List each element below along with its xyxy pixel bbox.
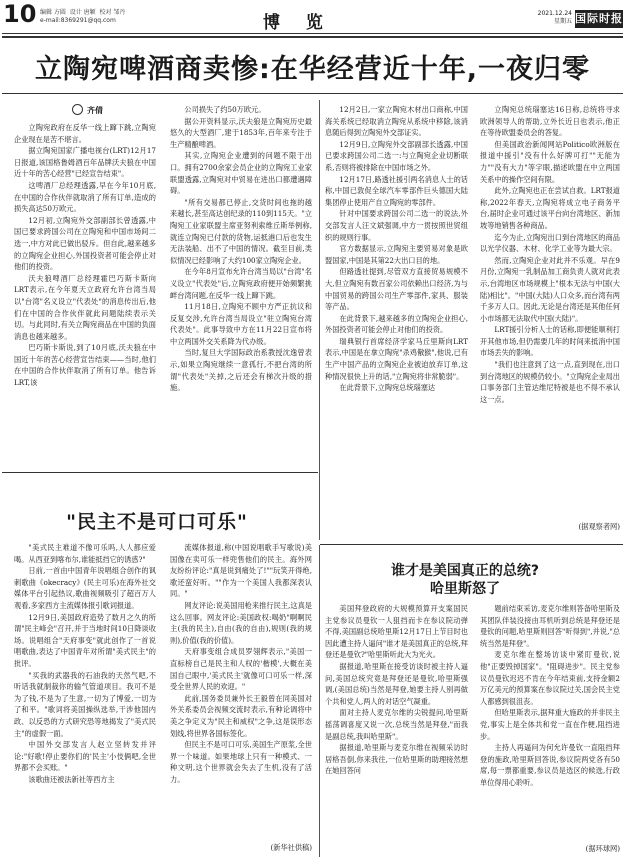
- article3-column-2: [480, 603, 620, 841]
- paragraph: 12月9日,立陶宛外交部副部长透露,中国已要求跨国公司二选一:与立陶宛企业切断联系,否则将被排除在中国市场之外。: [325, 139, 468, 172]
- article1-column-2: [170, 104, 312, 462]
- paragraph: 面对主持人麦克尔维的尖锐提问,哈里斯摇荡调喜度又说一次,总统当然是拜登,"而我是副总统,我叫哈里斯"。: [325, 708, 468, 741]
- paragraph: LRT援引分析人士的话称,即便能顺利打开其他市场,但仍需要几年的时间来抵消中国市场丢失的影响。: [480, 325, 620, 358]
- newspaper-logo: 国际时报: [575, 10, 623, 28]
- article3-source: (据环球网): [585, 844, 620, 853]
- page-number: 10: [3, 0, 37, 28]
- article2-rule: [2, 472, 318, 473]
- paragraph: 题前结束采访,麦克尔维则答备哈里斯及其团队伴装没接由耳机听到总统是拜登还是曼钦的问题,哈里斯则回答"听得到",并说,"总统当然是拜登"。: [480, 604, 620, 648]
- byline: [72, 104, 103, 116]
- article3-rule: [320, 544, 623, 545]
- date-info: [520, 10, 572, 26]
- paragraph: 据报道,哈里斯在接受访谈时被主持人逼问,美国总统究竟是拜登还是曼钦,哈里斯强调,(美国总统)当然是拜登,她要主持人别再做个共和党人,两人的对话空气凝重。: [325, 661, 468, 706]
- weekday: 星期五: [553, 18, 572, 25]
- paragraph: 12月2日,一家立陶宛木材出口商称,中国海关系统已经取消立陶宛从系统中移除,该消息随后得到立陶宛外交部证实。: [325, 105, 468, 138]
- paragraph: 11月18日,立陶宛不顾中方严正抗议和反复交涉,允许台湾当局设立"驻立陶宛台湾代表处"。此事导致中方在11月22日宣布将中立两国外交关系降为代办级。: [170, 302, 312, 346]
- page-header: [0, 0, 625, 40]
- paragraph: 据立陶宛国家广播电视台(LRT)12月17日报道,该国格鲁姆酒百年品牌沃夫狼在中国近十年的苦心经营"已经宣告结束"。: [14, 146, 156, 179]
- article1-source: (据观察者网): [578, 522, 620, 531]
- paragraph: 在今年8月宣布允许台湾当局以"台湾"名义设立"代表处"后,立陶宛政府便开始频繁挑衅台湾问题,在反华一线上蹿下跳。: [170, 267, 312, 300]
- article2-source: (新华社供稿): [270, 843, 312, 852]
- paragraph: 公司损失了约50万欧元。: [184, 105, 266, 114]
- article3-headline-line2: 哈里斯怒了: [430, 581, 500, 597]
- paragraph: 瑞典银行首席经济学家马丘里斯向LRT表示,中国是在拿立陶宛"杀鸡儆猴",他说,已有生产中国产品的立陶宛企业被迫放弃订单,这种情况很快上升的话,"立陶宛将非常脆弱"。: [325, 336, 468, 381]
- author-icon: [72, 104, 83, 115]
- paragraph: 迄今为止,立陶宛出口到台湾地区的商品以光学仪器、木材、化学工业等为最大宗。: [480, 232, 620, 254]
- header-rule: [2, 33, 623, 34]
- paragraph: "所有交易都已停止,交货时间也拖的越来越长,甚至高达创纪录的110到115天。"立陶宛工业家联盟主席亚努利索维丘斯举例称,就连立陶宛已付款的货物,运抵港口后也发生无法装船、出不了中国的情况。截至目前,类似情况已经影响了大约100家立陶宛企业。: [170, 197, 312, 265]
- author-name: 齐倩: [87, 106, 103, 115]
- email: e-mail:8369291@qq.com: [40, 17, 116, 24]
- editor-credits: [40, 9, 125, 25]
- editors: 编辑 方圆 设计 唐颖 校对 邹丹: [40, 9, 126, 16]
- paragraph: 这啤酒厂总经理透露,早在今年10月底,在中国的合作伙伴就取消了所有订单,造成的损失高达50万欧元。: [14, 180, 156, 214]
- paragraph: 但美国政治新闻网站Politico欧洲版在报道中援引"没有什么好牌可打""无能为力""没有大力"等字眼,描述欧盟在中立两国关系中的操作空间有限。: [480, 139, 620, 184]
- paragraph: 主持人再逼问为何允许曼钦一直阻挡拜登的施政,哈里斯回答说,参议院两党各有50席,每一票都重要,参议员是选区的候选,行政单位得用心聆听。: [480, 743, 620, 787]
- paragraph: "我们也注意到了这一点,直到现在,出口到台湾地区的规模仍较小。"立陶宛企业局出口事务部门主管达维尼特被是也不得不承认这一点。: [480, 360, 620, 404]
- main-headline: 立陶宛啤酒商卖惨:在华经营近十年,一夜归零: [34, 54, 591, 85]
- article3-column-1: [325, 603, 468, 857]
- paragraph: 官方数据显示,立陶宛主要贸易对象是欧盟国家,中国是其第22大出口目的地。: [325, 244, 468, 265]
- paragraph: 在此背景下,立陶宛总统瑙塞达: [339, 383, 436, 393]
- paragraph: 美国拜登政府的大规模预算开支案国民主党参议员曼钦一人狙挡而卡在参议院动弹不得,美国副总统哈里斯12月17日上节目时也因此遭主持人逼问"谁才是美国真正的总统,拜登还是曼钦?"哈里斯听此大为光火。: [325, 604, 468, 660]
- paragraph: 针对中国要求跨国公司二选一的说法,外交部发言人汪文斌强调,中方一贯按照世贸组织的规则行事。: [325, 209, 468, 242]
- article3-headline-line1: 谁才是美国真正的总统?: [390, 563, 540, 579]
- headline-rule: [2, 93, 623, 94]
- paragraph: 12月初,立陶宛外交部副部长曾透露,中国已要求跨国公司在立陶宛和中国市场间二选一,中方对此已做出驳斥。但自此,越来越多的立陶宛企业担心,外国投资者可能会停止对他们的投资。: [14, 215, 156, 272]
- article1-column-3: [325, 104, 468, 534]
- paragraph: 麦克尔维在整场访谈中紧盯曼钦,说他"正要毁掉国家"。"阻碍进步"。民主党参议员曼钦迟迟不肯在今年结束前,支持金额2万亿美元的预算案在参议院过关,国会民主党人都感到很沮丧。: [480, 650, 620, 706]
- paragraph: 当时,复旦大学国际政治系教授沈逸曾表示,如果立陶宛继续一意孤行,不把台湾的所谓"代表处"关掉,之后还会有梯次升级的措施。: [170, 348, 312, 393]
- paragraph: 据报道,哈里斯与麦克尔维在视频采访时居格吾倒,你来我往,一位哈里斯的助理接然想在她回答问: [325, 743, 468, 776]
- paragraph: 天府事变组合成员罗翎辉表示,"美国一直标榜自己是民主和人权的'楷模',大概在美国自己眼中,'美式民主'就像可口可乐一样,深受全世界人民的欢迎。": [170, 647, 312, 692]
- paragraph: 12月9日,美国政府造势了数月之久的所谓"民主峰会"召开,并于当地时间10日降谈收场。说唱组合"天府事变"就此创作了一首说唱歌曲,表达了中国青年对所谓"美式民主"的批评。: [14, 612, 156, 668]
- paragraph: 12月17日,路透社援引两名消息人士的话称,中国已敦促全球汽车零部件巨头德国大陆集团停止使用产自立陶宛的零部件。: [325, 174, 468, 207]
- paragraph: 网友评论:说美国用枪来推行民主,这真是这么回事。网友评论:美国政权:喝奶"啊啊民主(我的民主),自由(我的自由),规则(我的规则),价值(我的价值)。: [170, 600, 312, 645]
- paragraph: 其实,立陶宛企业遭到的问题不限于出口。拥有2700余家会员企业的立陶宛工业家联盟透露,立陶宛对中贸易在进出口都遭遇障碍。: [170, 151, 312, 196]
- issue-date: 2021.12.24: [537, 10, 572, 17]
- paragraph: 此前,国务委员兼外长王毅曾在同美国对外关系委员会视频交流时表示,有种论调将中美之争定义为"民主和威权"之争,这是误形态划线,将世界各国标签化。: [170, 693, 312, 738]
- article2-column-2: [170, 542, 312, 842]
- article1-column-4: [480, 104, 620, 514]
- article2-headline: "民主不是可口可乐": [66, 511, 248, 533]
- paragraph: 在此背景下,越来越多的立陶宛企业担心,外国投资者可能会停止对他们的投资。: [325, 313, 468, 335]
- section-title: 博 览: [263, 13, 333, 33]
- paragraph: 此外,立陶宛也正在尝试自救。LRT报道称,2022年春天,立陶宛将成立电子商务平台,届时企业可通过该平台向台湾地区、新加坡等地销售各种商品。: [480, 186, 620, 230]
- paragraph: 该歌曲还被法新社等西方主: [28, 774, 115, 784]
- paragraph: 沃夫狼啤酒厂总经理霍巴巧斯卡斯向LRT表示,在今年夏天立政府允许台湾当局以"台湾"名义设立"代表处"的消息传出后,他们在中国的合作伙伴就此问题陆续表示关切。与此同时,有关立陶宛商品在中国的负面消息也越来越多。: [14, 273, 156, 341]
- paragraph: 立陶宛政府在反华一线上蹿下跳,立陶宛企业现在是苦不堪言。: [14, 123, 156, 144]
- paragraph: 但哈里斯表示,据拜重大施政的并非民主党,事实上是全体共和党一直在作梗,阻挡进步。: [480, 708, 620, 741]
- paragraph: 中国外交部发言人赵立坚转发并评论:"好歌!停止要你们的'民主'小伎俩吧,全世界都不会买账。": [14, 740, 156, 773]
- paragraph: 然而,立陶宛企业对此并不乐观。早在9月份,立陶宛一乳制品加工商负责人就对此表示,台湾地区市场规模上"根本无法与中国(大陆)相比"。"中国(大陆)人口众多,而台湾有两千多万人口。因此,无论是台湾还是其他任何小市场都无法取代中国(大陆)"。: [480, 255, 620, 323]
- article2-column-1: [14, 542, 156, 854]
- paragraph: 立陶宛总统瑙塞达16日称,总统将寻求欧洲领导人的帮助,立外长近日也表示,他正在等待欧盟委员会的答复。: [480, 105, 620, 138]
- paragraph: 但民主不是可口可乐,美国生产原浆,全世界一个味道。如果地球上只有一种模式、一种文明,这个世界就会失去了生机,没有了活力。: [170, 740, 312, 784]
- article3-headline: [340, 562, 590, 598]
- column-divider: [319, 100, 320, 540]
- paragraph: 流媒体报道,称(中国说唱歌手写歌说)美国像在卖可乐一样兜售他们的民主。海外网友纷纷评论:"真是说到痛处了!""玩笑开得绝,歌还蛮好听。""作为一个美国人我都深表认同。": [170, 543, 312, 599]
- article1-column-1: [14, 122, 156, 462]
- paragraph: 据公开资料显示,沃夫狼是立陶宛历史最悠久的大型酒厂,建于1853年,百年来专注于生产精酿啤酒。: [170, 116, 312, 149]
- paragraph: 但路透社提到,尽管双方直接贸易规模不大,但立陶宛有数百家公司依赖出口经济,为与中国贸易的跨国公司生产零部件,家具、服装等产品。: [325, 267, 468, 312]
- paragraph: 日前,一首由中国青年说唱组合创作的讽刺歌曲《okecracy》(民主可乐)在海外社交媒体平台引起热议,歌曲视频吸引了超百万人观看,多家西方主流媒体报引歌词报道。: [14, 566, 156, 610]
- paragraph: 巴巧斯卡斯说,到了10月底,沃夫狼在中国近十年的苦心经营宣告结束——当时,他们在中国的合作伙伴取消了所有订单。他告诉LRT,该: [14, 343, 156, 388]
- paragraph: "美式民主难道不像可乐吗,人人都应爱喝。从西亚到喀布尔,谁能抵挡它的诱惑?": [14, 543, 156, 564]
- column-divider-2: [319, 545, 320, 857]
- header-rule-thick: [2, 36, 623, 38]
- paragraph: "买我的武器我的石油我的天然气吧,不听话我就制裁你的输气管道项目。我可不是为了钱,不是为了生意,一切为了博爱,一切为了和平。"歌词将美国操纵选举,干涉他国内政、以反恐的方式研究恐等地揭发了"美式民主"的虚假一面。: [14, 670, 156, 738]
